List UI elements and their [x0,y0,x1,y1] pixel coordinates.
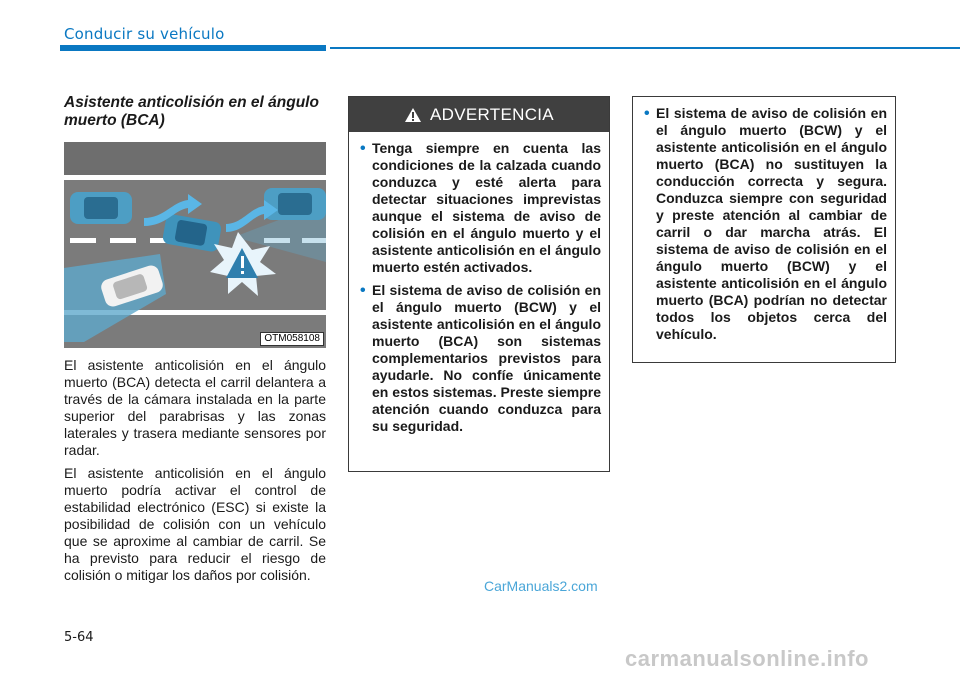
warning-title: ADVERTENCIA [430,104,554,124]
header-accent-bar [60,45,326,51]
page-number: 5-64 [64,630,94,645]
watermark: CarManuals2.com [484,578,598,594]
warning-item: • El sistema de aviso de colisión en el ángulo muerto (BCW) y el asistente anticolisión en el ángulo muerto (BCA) son sistemas complementarios previstos para ayudarle. No confíe únicamente en estos sistemas. Preste siempre atención cuando conduzca para su seguridad. [357,282,601,435]
warning-box [348,96,610,472]
side-car-left [70,192,132,224]
section-title: Asistente anticolisión en el ángulo muerto (BCA) [64,94,319,129]
bca-illustration [64,142,326,348]
figure-code: OTM058108 [260,332,324,346]
body-paragraph: El asistente anticolisión en el ángulo muerto podría activar el control de estabilidad electrónico (ESC) si existe la posibilidad de colisión con un vehículo que se aproxime al cambiar de carril. Se ha previsto para reducir el riesgo de colisión o mitigar los daños por colisión. [64,465,326,583]
note-list [641,105,887,343]
warning-list [349,132,609,435]
warning-item: • Tenga siempre en cuenta las condiciones de la calzada cuando conduzca y esté alerta para detectar situaciones imprevistas aunque el sistema de aviso de colisión en el ángulo muerto y el asistente anticolisión en el ángulo muerto estén activados. [357,140,601,276]
road-scene-image [64,142,326,348]
section-header: Conducir su vehículo [64,25,225,43]
warning-triangle-icon [404,107,422,123]
footer-watermark: carmanualsonline.info [625,646,869,671]
body-text [64,357,326,590]
side-car-right [264,188,326,220]
warning-header [349,97,609,132]
header-rule [330,47,960,49]
body-paragraph: El asistente anticolisión en el ángulo muerto (BCA) detecta el carril delantera a través de la cámara instalada en la parte superior del parabrisas y las zonas laterales y trasera mediante sensores por radar. [64,357,326,458]
note-item: • El sistema de aviso de colisión en el ángulo muerto (BCW) y el asistente anticolisión en el ángulo muerto (BCA) no sustituyen la conducción correcta y segura. Conduzca siempre con seguridad y preste atención al cambiar de carril o dar marcha atrás. El sistema de aviso de colisión en el ángulo muerto (BCW) y el asistente anticolisión en el ángulo muerto (BCA) podrían no detectar todos los objetos cerca del vehículo. [641,105,887,343]
note-box [632,96,896,363]
